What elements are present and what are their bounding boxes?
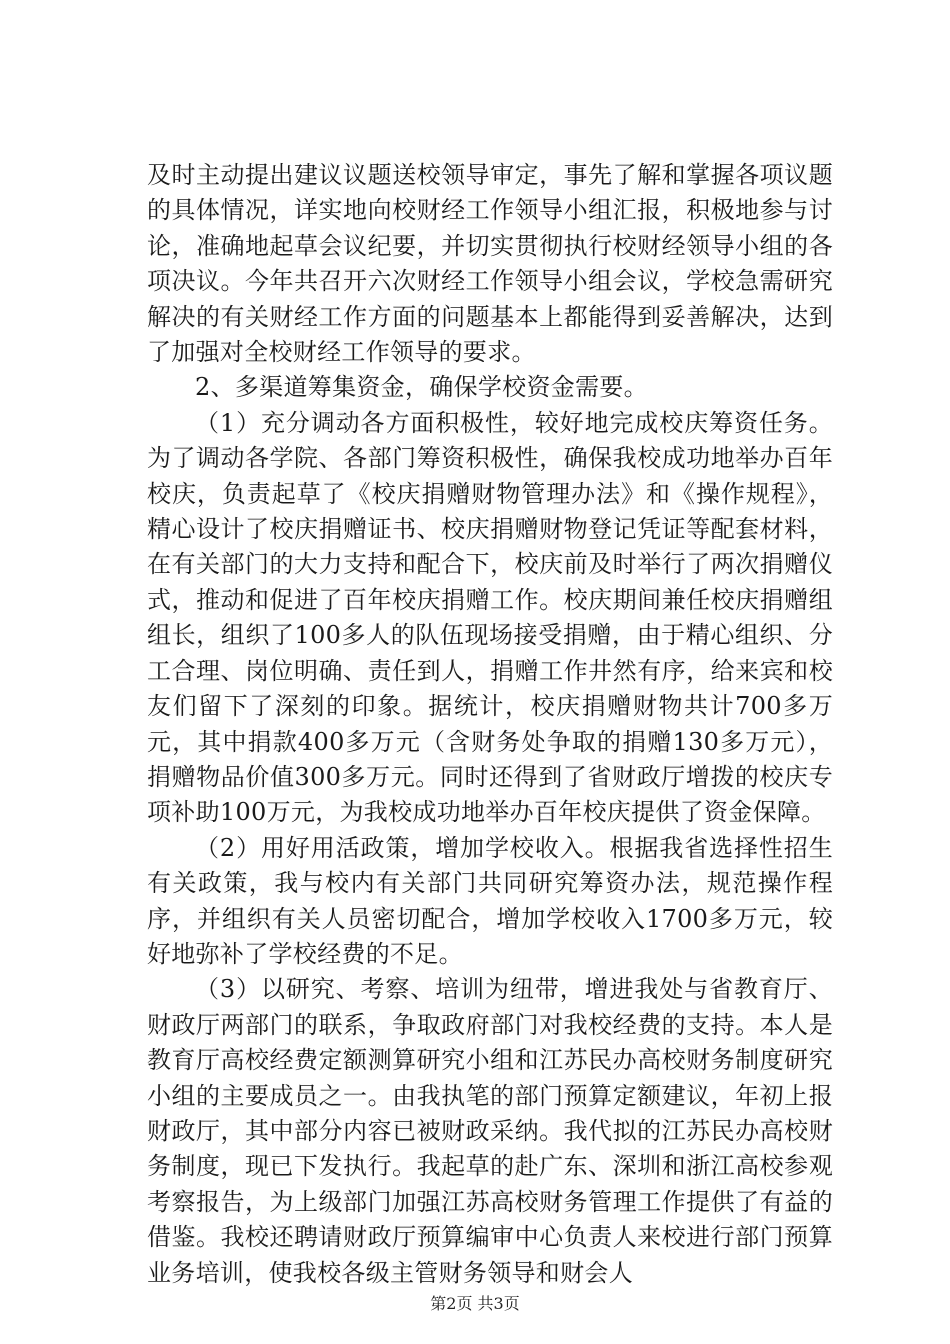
page-number-footer: 第2页 共3页 <box>430 1294 520 1313</box>
paragraph-item-1: （1）充分调动各方面积极性，较好地完成校庆筹资任务。为了调动各学院、各部门筹资积极性，确保我校成功地举办百年校庆，负责起草了《校庆捐赠财物管理办法》和《操作规程》，精心设计了校庆捐赠证书、校庆捐赠财物登记凭证等配套材料，在有关部门的大力支持和配合下，校庆前及时举行了两次捐赠仪式，推动和促进了百年校庆捐赠工作。校庆期间兼任校庆捐赠组组长，组织了100多人的队伍现场接受捐赠，由于精心组织、分工合理、岗位明确、责任到人，捐赠工作井然有序，给来宾和校友们留下了深刻的印象。据统计，校庆捐赠财物共计700多万元，其中捐款400多万元（含财务处争取的捐赠130多万元），捐赠物品价值300多万元。同时还得到了省财政厅增拨的校庆专项补助100万元，为我校成功地举办百年校庆提供了资金保障。 <box>147 408 833 827</box>
section-heading-fundraising: 2、多渠道筹集资金，确保学校资金需要。 <box>195 373 648 402</box>
paragraph-continuation: 及时主动提出建议议题送校领导审定，事先了解和掌握各项议题的具体情况，详实地向校财经工作领导小组汇报，积极地参与讨论，准确地起草会议纪要，并切实贯彻执行校财经领导小组的各项决议。今年共召开六次财经工作领导小组会议，学校急需研究解决的有关财经工作方面的问题基本上都能得到妥善解决，达到了加强对全校财经工作领导的要求。 <box>147 161 833 367</box>
paragraph-item-2: （2）用好用活政策，增加学校收入。根据我省选择性招生有关政策，我与校内有关部门共同研究筹资办法，规范操作程序，并组织有关人员密切配合，增加学校收入1700多万元，较好地弥补了学校经费的不足。 <box>147 833 833 968</box>
paragraph-item-3: （3）以研究、考察、培训为纽带，增进我处与省教育厅、财政厅两部门的联系，争取政府部门对我校经费的支持。本人是教育厅高校经费定额测算研究小组和江苏民办高校财务制度研究小组的主要成员之一。由我执笔的部门预算定额建议，年初上报财政厅，其中部分内容已被财政采纳。我代拟的江苏民办高校财务制度，现已下发执行。我起草的赴广东、深圳和浙江高校参观考察报告，为上级部门加强江苏高校财务管理工作提供了有益的借鉴。我校还聘请财政厅预算编审中心负责人来校进行部门预算业务培训，使我校各级主管财务领导和财会人 <box>147 975 833 1287</box>
document-body <box>147 158 833 1291</box>
